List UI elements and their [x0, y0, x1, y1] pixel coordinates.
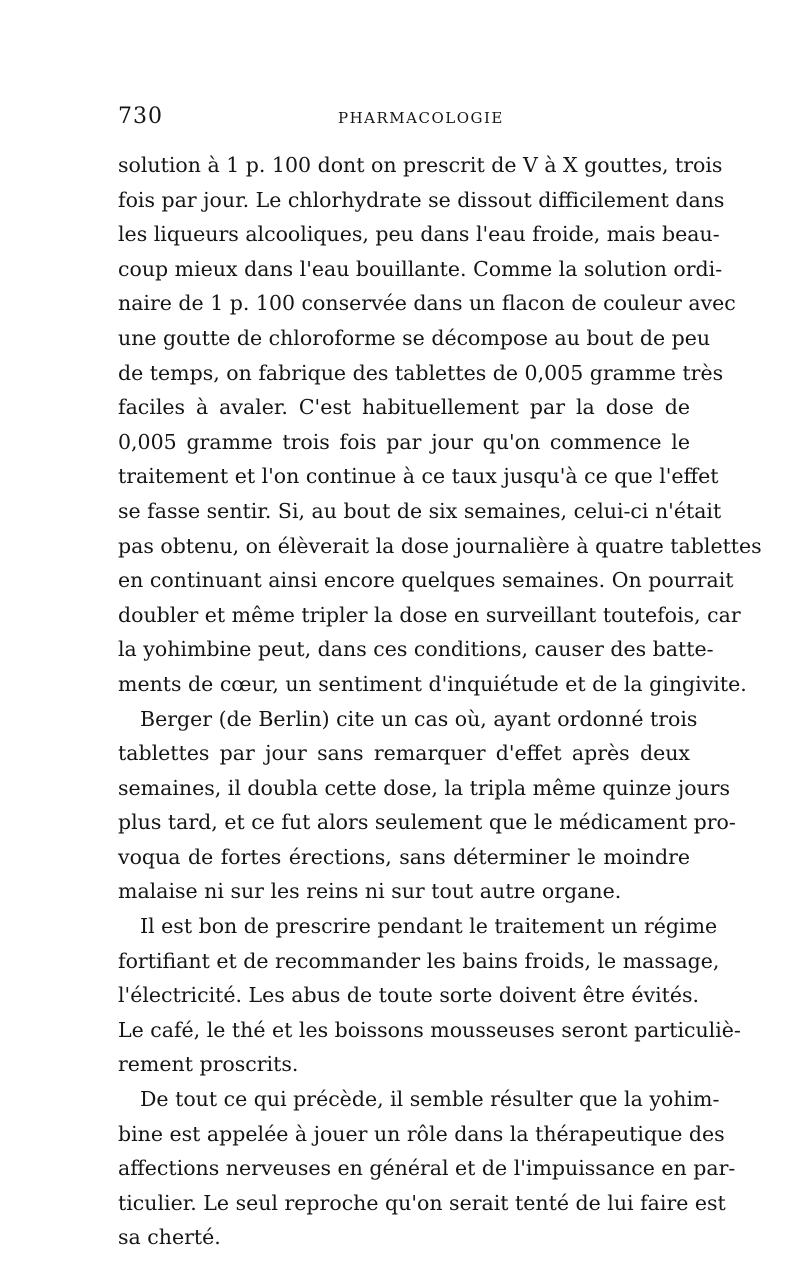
- text-line: sa cherté.: [118, 1225, 221, 1250]
- text-line: 0,005 gramme trois fois par jour qu'on commence le: [118, 429, 690, 454]
- text-line: rement proscrits.: [118, 1052, 299, 1077]
- text-line: semaines, il doubla cette dose, la tripla même quinze jours: [118, 775, 731, 800]
- text-line: une goutte de chloroforme se décompose au bout de peu: [118, 325, 711, 350]
- text-line: bine est appelée à jouer un rôle dans la thérapeutique des: [118, 1121, 725, 1146]
- running-title: PHARMACOLOGIE: [338, 109, 504, 127]
- text-line: doubler et même tripler la dose en surveillant toutefois, car: [118, 602, 741, 627]
- paragraph-3: [118, 909, 741, 1082]
- text-line: l'électricité. Les abus de toute sorte doivent être évités.: [118, 983, 700, 1008]
- text-line: plus tard, et ce fut alors seulement que le médicament pro-: [118, 810, 736, 835]
- text-line: voqua de fortes érections, sans déterminer le moindre: [118, 844, 690, 869]
- paragraph-4: [118, 1082, 736, 1255]
- text-line: Le café, le thé et les boissons mousseuses seront particuliè-: [118, 1017, 741, 1042]
- text-line: affections nerveuses en général et de l'impuissance en par-: [118, 1156, 736, 1181]
- text-line: ments de cœur, un sentiment d'inquiétude et de la gingivite.: [118, 671, 747, 696]
- text-line: de temps, on fabrique des tablettes de 0,005 gramme très: [118, 360, 724, 385]
- text-line: De tout ce qui précède, il semble résulter que la yohim-: [140, 1087, 720, 1112]
- paragraph-1: [118, 148, 762, 702]
- text-line: les liqueurs alcooliques, peu dans l'eau froide, mais beau-: [118, 222, 720, 247]
- page-number: 730: [118, 104, 163, 129]
- body-text: [118, 148, 762, 1255]
- text-line: Berger (de Berlin) cite un cas où, ayant ordonné trois: [140, 706, 698, 731]
- text-line: pas obtenu, on élèverait la dose journalière à quatre tablettes: [118, 533, 762, 558]
- running-head: [118, 104, 690, 134]
- text-line: Il est bon de prescrire pendant le traitement un régime: [140, 914, 718, 939]
- paragraph-2: [118, 702, 736, 910]
- text-line: faciles à avaler. C'est habituellement par la dose de: [118, 395, 690, 420]
- text-line: fortifiant et de recommander les bains froids, le massage,: [118, 948, 720, 973]
- text-line: fois par jour. Le chlorhydrate se dissout difficilement dans: [118, 187, 725, 212]
- text-line: malaise ni sur les reins ni sur tout autre organe.: [118, 879, 622, 904]
- text-line: en continuant ainsi encore quelques semaines. On pourrait: [118, 568, 734, 593]
- text-line: coup mieux dans l'eau bouillante. Comme la solution ordi-: [118, 256, 723, 281]
- text-line: ticulier. Le seul reproche qu'on serait tenté de lui faire est: [118, 1190, 726, 1215]
- text-line: la yohimbine peut, dans ces conditions, causer des batte-: [118, 637, 714, 662]
- text-line: traitement et l'on continue à ce taux jusqu'à ce que l'effet: [118, 464, 719, 489]
- text-line: se fasse sentir. Si, au bout de six semaines, celui-ci n'était: [118, 498, 722, 523]
- text-line: solution à 1 p. 100 dont on prescrit de V à X gouttes, trois: [118, 153, 723, 177]
- text-line: tablettes par jour sans remarquer d'effet après deux: [118, 741, 690, 766]
- text-line: naire de 1 p. 100 conservée dans un flacon de couleur avec: [118, 291, 736, 316]
